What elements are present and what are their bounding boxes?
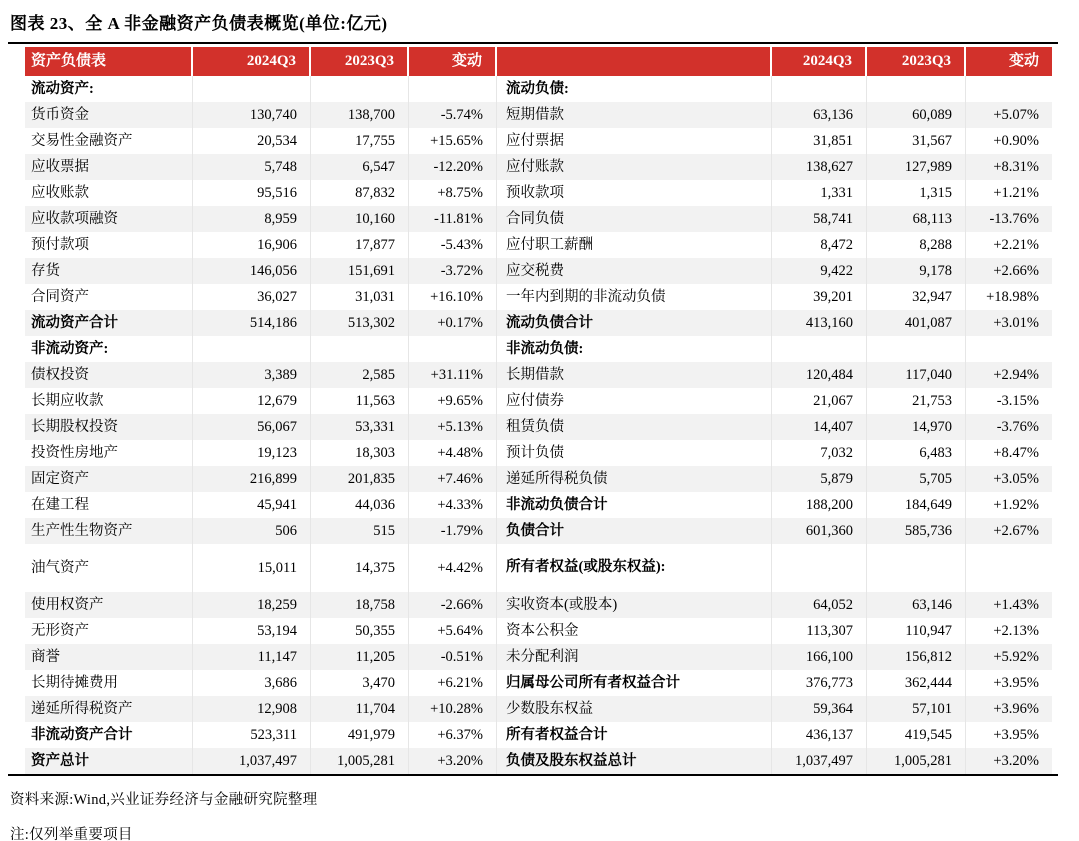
value-2023q3: 9,178 [867, 258, 966, 284]
value-2023q3: 60,089 [867, 102, 966, 128]
value-2023q3: 138,700 [311, 102, 409, 128]
value-2024q3: 216,899 [193, 466, 311, 492]
value-change: +1.43% [993, 596, 1039, 613]
row-label: 归属母公司所有者权益合计 [497, 670, 772, 696]
value-change: -3.76% [996, 418, 1039, 435]
row-label: 预收款项 [497, 180, 772, 206]
row-label: 租赁负债 [497, 414, 772, 440]
value-2023q3: 419,545 [867, 722, 966, 748]
row-label: 应付债券 [497, 388, 772, 414]
value-2023q3: 50,355 [311, 618, 409, 644]
value-2023q3: 53,331 [311, 414, 409, 440]
value-2023q3: 1,005,281 [311, 748, 409, 774]
value-change: +31.11% [409, 362, 497, 388]
value-change: +5.64% [409, 618, 497, 644]
value-2024q3: 188,200 [772, 492, 867, 518]
value-2024q3: 1,331 [772, 180, 867, 206]
value-2023q3: 6,547 [311, 154, 409, 180]
row-label: 非流动负债合计 [497, 492, 772, 518]
value-change: +6.21% [409, 670, 497, 696]
value-2024q3 [193, 336, 311, 362]
value-change: +4.42% [409, 544, 497, 592]
value-2023q3: 31,031 [311, 284, 409, 310]
row-label: 实收资本(或股本) [497, 592, 772, 618]
value-change: +8.47% [993, 444, 1039, 461]
value-2023q3: 2,585 [311, 362, 409, 388]
table-row [25, 284, 1052, 310]
table-row [25, 696, 1052, 722]
value-change [409, 336, 497, 362]
value-change: +0.90% [993, 132, 1039, 149]
figure-footer [10, 776, 1079, 841]
value-change [966, 76, 1052, 102]
value-2023q3 [867, 336, 966, 362]
value-change: -12.20% [409, 154, 497, 180]
value-change [409, 76, 497, 102]
column-header-left-change: 变动 [409, 47, 497, 76]
table-row [25, 592, 1052, 618]
value-2024q3: 12,908 [193, 696, 311, 722]
value-2024q3: 63,136 [772, 102, 867, 128]
value-change: +3.20% [993, 752, 1039, 769]
value-change: +2.94% [993, 366, 1039, 383]
value-2023q3: 362,444 [867, 670, 966, 696]
value-2023q3: 491,979 [311, 722, 409, 748]
row-label: 在建工程 [25, 492, 193, 518]
row-label: 短期借款 [497, 102, 772, 128]
row-label: 一年内到期的非流动负债 [497, 284, 772, 310]
value-2024q3 [772, 76, 867, 102]
section-header-label: 流动负债: [497, 76, 772, 102]
source-note: 资料来源:Wind,兴业证券经济与金融研究院整理 [10, 792, 318, 808]
value-2024q3 [772, 544, 867, 592]
value-2023q3: 585,736 [867, 518, 966, 544]
row-label: 负债及股东权益总计 [497, 748, 772, 774]
value-2024q3: 58,741 [772, 206, 867, 232]
row-label: 资本公积金 [497, 618, 772, 644]
value-change: +8.31% [993, 158, 1039, 175]
row-label: 长期应收款 [25, 388, 193, 414]
row-label: 固定资产 [25, 466, 193, 492]
value-change: +10.28% [409, 696, 497, 722]
table-row [25, 362, 1052, 388]
value-2024q3: 56,067 [193, 414, 311, 440]
value-change: +2.13% [993, 622, 1039, 639]
value-change: +3.95% [993, 726, 1039, 743]
value-2023q3: 184,649 [867, 492, 966, 518]
row-label: 资产总计 [25, 748, 193, 774]
value-2023q3: 14,375 [311, 544, 409, 592]
value-change: +9.65% [409, 388, 497, 414]
table-row [25, 336, 1052, 362]
section-header-label: 非流动负债: [497, 336, 772, 362]
value-2023q3: 8,288 [867, 232, 966, 258]
value-change: +1.92% [993, 496, 1039, 513]
value-2024q3: 138,627 [772, 154, 867, 180]
value-2024q3: 436,137 [772, 722, 867, 748]
value-2024q3: 31,851 [772, 128, 867, 154]
value-change: +4.33% [409, 492, 497, 518]
row-label: 负债合计 [497, 518, 772, 544]
table-row [25, 258, 1052, 284]
value-2023q3: 14,970 [867, 414, 966, 440]
table-row [25, 440, 1052, 466]
value-change: +3.95% [993, 674, 1039, 691]
value-2024q3: 113,307 [772, 618, 867, 644]
value-2023q3: 3,470 [311, 670, 409, 696]
value-2024q3: 8,472 [772, 232, 867, 258]
row-label: 所有者权益合计 [497, 722, 772, 748]
value-change: +2.67% [993, 522, 1039, 539]
row-label: 应收款项融资 [25, 206, 193, 232]
value-2024q3: 15,011 [193, 544, 311, 592]
value-2024q3: 8,959 [193, 206, 311, 232]
value-change: +8.75% [409, 180, 497, 206]
value-change: -3.15% [996, 392, 1039, 409]
value-change: +3.05% [993, 470, 1039, 487]
value-change: -5.43% [409, 232, 497, 258]
value-change: +5.07% [993, 106, 1039, 123]
value-2024q3: 12,679 [193, 388, 311, 414]
footnote: 注:仅列举重要项目 [10, 827, 133, 841]
top-rule [8, 42, 1058, 44]
value-change: +7.46% [409, 466, 497, 492]
value-change: +1.21% [993, 184, 1039, 201]
value-2024q3: 36,027 [193, 284, 311, 310]
column-header-right-2023q3: 2023Q3 [867, 47, 966, 76]
value-2024q3: 5,748 [193, 154, 311, 180]
value-change: +3.96% [993, 700, 1039, 717]
value-2023q3: 68,113 [867, 206, 966, 232]
row-label: 应收账款 [25, 180, 193, 206]
value-change: -11.81% [409, 206, 497, 232]
value-2024q3: 19,123 [193, 440, 311, 466]
value-2023q3: 6,483 [867, 440, 966, 466]
value-change: +18.98% [986, 288, 1039, 305]
section-header-label: 所有者权益(或股东权益): [497, 544, 772, 592]
value-2024q3: 7,032 [772, 440, 867, 466]
value-change: +5.92% [993, 648, 1039, 665]
value-2023q3: 63,146 [867, 592, 966, 618]
row-label: 流动资产合计 [25, 310, 193, 336]
value-2023q3: 127,989 [867, 154, 966, 180]
value-2024q3: 53,194 [193, 618, 311, 644]
value-2023q3: 156,812 [867, 644, 966, 670]
column-header-right-blank [497, 47, 772, 76]
value-2023q3: 11,563 [311, 388, 409, 414]
value-change [966, 544, 1052, 592]
value-2024q3: 1,037,497 [193, 748, 311, 774]
table-row [25, 180, 1052, 206]
table-row [25, 128, 1052, 154]
value-2023q3 [311, 336, 409, 362]
balance-sheet-table [25, 47, 1052, 774]
value-2024q3: 9,422 [772, 258, 867, 284]
column-header-right-2024q3: 2024Q3 [772, 47, 867, 76]
row-label: 递延所得税负债 [497, 466, 772, 492]
value-2023q3 [867, 76, 966, 102]
row-label: 预计负债 [497, 440, 772, 466]
table-body [25, 76, 1052, 774]
value-2024q3: 11,147 [193, 644, 311, 670]
row-label: 未分配利润 [497, 644, 772, 670]
value-2023q3: 31,567 [867, 128, 966, 154]
value-2023q3: 401,087 [867, 310, 966, 336]
value-2024q3: 14,407 [772, 414, 867, 440]
row-label: 长期借款 [497, 362, 772, 388]
value-2023q3: 10,160 [311, 206, 409, 232]
value-change: -3.72% [409, 258, 497, 284]
value-change: +6.37% [409, 722, 497, 748]
value-2023q3: 18,303 [311, 440, 409, 466]
value-2024q3 [772, 336, 867, 362]
value-2024q3: 523,311 [193, 722, 311, 748]
table-row [25, 76, 1052, 102]
value-2023q3 [311, 76, 409, 102]
value-2023q3: 110,947 [867, 618, 966, 644]
table-row [25, 206, 1052, 232]
value-2024q3: 39,201 [772, 284, 867, 310]
row-label: 应收票据 [25, 154, 193, 180]
value-2023q3: 21,753 [867, 388, 966, 414]
value-change: +15.65% [409, 128, 497, 154]
column-header-left-2023q3: 2023Q3 [311, 47, 409, 76]
value-2023q3: 18,758 [311, 592, 409, 618]
value-2024q3: 506 [193, 518, 311, 544]
value-change: +16.10% [409, 284, 497, 310]
figure-title: 图表 23、全 A 非金融资产负债表概览(单位:亿元) [10, 14, 388, 33]
value-change: +5.13% [409, 414, 497, 440]
value-change: -2.66% [409, 592, 497, 618]
row-label: 使用权资产 [25, 592, 193, 618]
table-row [25, 466, 1052, 492]
row-label: 少数股东权益 [497, 696, 772, 722]
table-header-row [25, 47, 1052, 76]
row-label: 投资性房地产 [25, 440, 193, 466]
row-label: 货币资金 [25, 102, 193, 128]
row-label: 流动负债合计 [497, 310, 772, 336]
value-2024q3: 3,389 [193, 362, 311, 388]
table-row [25, 310, 1052, 336]
value-2023q3: 44,036 [311, 492, 409, 518]
table-row [25, 102, 1052, 128]
section-header-label: 非流动资产: [25, 336, 193, 362]
table-row [25, 722, 1052, 748]
section-header-label: 流动资产: [25, 76, 193, 102]
value-2024q3: 146,056 [193, 258, 311, 284]
value-2023q3: 87,832 [311, 180, 409, 206]
value-2024q3: 20,534 [193, 128, 311, 154]
column-header-left-2024q3: 2024Q3 [193, 47, 311, 76]
value-2023q3: 32,947 [867, 284, 966, 310]
value-change: -5.74% [409, 102, 497, 128]
value-2024q3: 376,773 [772, 670, 867, 696]
value-2024q3: 45,941 [193, 492, 311, 518]
table-row [25, 644, 1052, 670]
value-2024q3: 5,879 [772, 466, 867, 492]
value-change: +0.17% [409, 310, 497, 336]
row-label: 长期待摊费用 [25, 670, 193, 696]
table-row [25, 518, 1052, 544]
value-change: +2.21% [993, 236, 1039, 253]
row-label: 油气资产 [25, 544, 193, 592]
value-change: +2.66% [993, 262, 1039, 279]
value-2023q3: 513,302 [311, 310, 409, 336]
table-row [25, 544, 1052, 592]
row-label: 存货 [25, 258, 193, 284]
row-label: 应付职工薪酬 [497, 232, 772, 258]
row-label: 无形资产 [25, 618, 193, 644]
value-change [966, 336, 1052, 362]
value-2023q3: 1,005,281 [867, 748, 966, 774]
value-2023q3: 17,877 [311, 232, 409, 258]
value-2023q3: 151,691 [311, 258, 409, 284]
table-row [25, 618, 1052, 644]
value-2023q3: 11,704 [311, 696, 409, 722]
row-label: 债权投资 [25, 362, 193, 388]
value-change: -1.79% [409, 518, 497, 544]
table-row [25, 388, 1052, 414]
value-2023q3: 515 [311, 518, 409, 544]
row-label: 应付账款 [497, 154, 772, 180]
row-label: 应付票据 [497, 128, 772, 154]
value-2024q3: 601,360 [772, 518, 867, 544]
value-2024q3: 1,037,497 [772, 748, 867, 774]
value-2024q3: 18,259 [193, 592, 311, 618]
column-header-corner: 资产负债表 [25, 47, 193, 76]
row-label: 商誉 [25, 644, 193, 670]
value-2023q3: 1,315 [867, 180, 966, 206]
value-change: +3.20% [409, 748, 497, 774]
value-2023q3: 17,755 [311, 128, 409, 154]
row-label: 生产性生物资产 [25, 518, 193, 544]
value-change: -13.76% [989, 210, 1039, 227]
value-change: +3.01% [993, 314, 1039, 331]
value-change: +4.48% [409, 440, 497, 466]
value-2023q3 [867, 544, 966, 592]
value-2024q3: 21,067 [772, 388, 867, 414]
row-label: 应交税费 [497, 258, 772, 284]
table-row [25, 414, 1052, 440]
value-2024q3: 59,364 [772, 696, 867, 722]
value-2023q3: 57,101 [867, 696, 966, 722]
table-row [25, 154, 1052, 180]
row-label: 预付款项 [25, 232, 193, 258]
value-2023q3: 11,205 [311, 644, 409, 670]
row-label: 非流动资产合计 [25, 722, 193, 748]
row-label: 长期股权投资 [25, 414, 193, 440]
table-row [25, 492, 1052, 518]
value-2023q3: 117,040 [867, 362, 966, 388]
column-header-right-change: 变动 [966, 47, 1052, 76]
value-2024q3: 514,186 [193, 310, 311, 336]
value-2024q3: 16,906 [193, 232, 311, 258]
value-2024q3: 64,052 [772, 592, 867, 618]
value-2024q3: 130,740 [193, 102, 311, 128]
value-2024q3: 413,160 [772, 310, 867, 336]
table-row [25, 748, 1052, 774]
table-row [25, 670, 1052, 696]
row-label: 交易性金融资产 [25, 128, 193, 154]
value-change: -0.51% [409, 644, 497, 670]
value-2024q3 [193, 76, 311, 102]
row-label: 合同资产 [25, 284, 193, 310]
value-2024q3: 166,100 [772, 644, 867, 670]
value-2024q3: 3,686 [193, 670, 311, 696]
row-label: 合同负债 [497, 206, 772, 232]
value-2023q3: 5,705 [867, 466, 966, 492]
row-label: 递延所得税资产 [25, 696, 193, 722]
table-row [25, 232, 1052, 258]
value-2024q3: 95,516 [193, 180, 311, 206]
value-2023q3: 201,835 [311, 466, 409, 492]
value-2024q3: 120,484 [772, 362, 867, 388]
